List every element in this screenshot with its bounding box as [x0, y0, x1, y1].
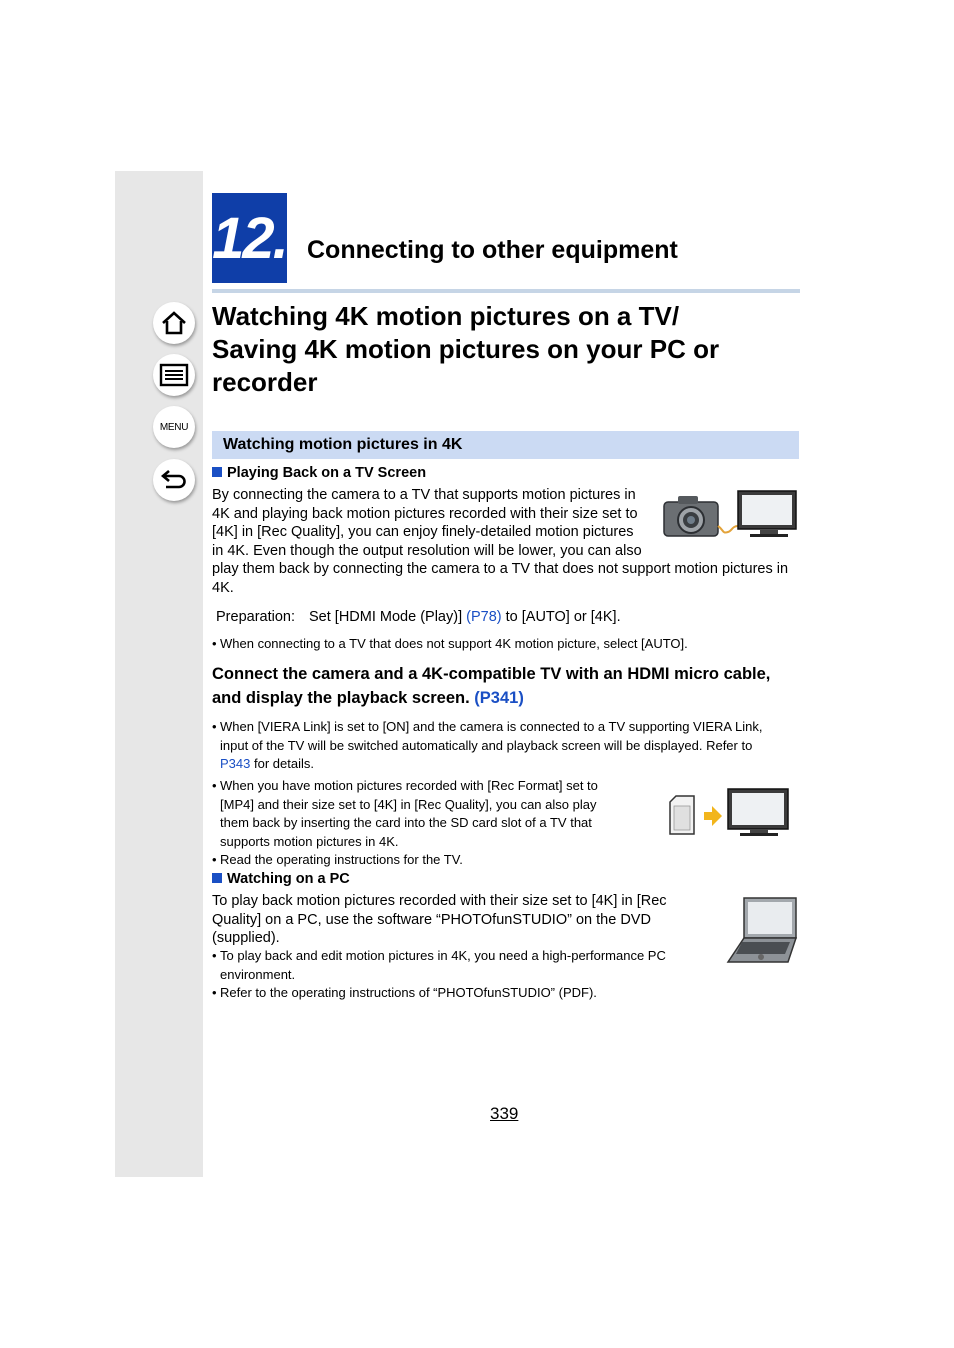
contents-button[interactable]: [153, 354, 195, 396]
preparation-line: [216, 608, 621, 627]
text-line: play them back by connecting the camera to a TV that does not support motion pictures in: [212, 561, 789, 577]
instruction-line: and display the playback screen.: [212, 689, 470, 707]
note-performance: • To play back and edit motion pictures in 4K, you need a high-performance PC environment.: [212, 947, 702, 984]
link-p341[interactable]: (P341): [474, 689, 524, 707]
note-auto-text: When connecting to a TV that does not support 4K motion picture, select [AUTO].: [220, 636, 688, 651]
note-read-tv: • Read the operating instructions for the TV.: [212, 851, 802, 870]
note-line: When [VIERA Link] is set to [ON] and the camera is connected to a TV supporting VIERA Link,: [220, 719, 763, 734]
note-line: environment.: [220, 966, 296, 982]
link-p78[interactable]: (P78): [466, 609, 502, 625]
square-bullet-icon: [212, 467, 222, 477]
page-title-line: Saving 4K motion pictures on your PC or: [212, 334, 720, 364]
list-icon: [159, 363, 189, 387]
page-title: [212, 300, 802, 399]
subheading-pc-label: Watching on a PC: [227, 871, 350, 887]
note-auto: • When connecting to a TV that does not support 4K motion picture, select [AUTO].: [212, 635, 802, 654]
square-bullet-icon: [212, 873, 222, 883]
link-p343[interactable]: P343: [220, 756, 251, 771]
home-icon: [160, 309, 188, 337]
preparation-label: Preparation:: [216, 609, 295, 625]
text-line: in 4K. Even though the output resolution will be lower, you can also: [212, 542, 642, 559]
note-viera: • When [VIERA Link] is set to [ON] and the camera is connected to a TV supporting VIERA Link, input of the TV will be switched automatically and playback screen will be displayed. Refer to P343 for details.: [212, 719, 763, 771]
note-line: supports motion pictures in 4K.: [220, 833, 399, 849]
text-line: 4K.: [212, 579, 234, 596]
note-line: Read the operating instructions for the TV.: [220, 852, 463, 867]
preparation-text: Set [HDMI Mode (Play)]: [309, 609, 463, 625]
instruction-step: [212, 662, 802, 710]
page-number: 339: [490, 1104, 519, 1123]
page-title-line: recorder: [212, 367, 318, 397]
preparation-tail: to [AUTO] or [4K].: [505, 609, 621, 625]
section-header: Watching motion pictures in 4K: [212, 431, 799, 459]
page-title-line: Watching 4K motion pictures on a TV/: [212, 301, 680, 331]
menu-label: MENU: [159, 421, 189, 433]
subheading-tv: [212, 465, 426, 481]
note-photofunstudio: • Refer to the operating instructions of “PHOTOfunSTUDIO” (PDF).: [212, 984, 802, 1003]
note-line: Refer to the operating instructions of “PHOTOfunSTUDIO” (PDF).: [220, 985, 597, 1000]
note-line: them back by inserting the card into the SD card slot of a TV that: [220, 815, 592, 830]
laptop-illustration: [726, 894, 800, 966]
home-button[interactable]: [153, 302, 195, 344]
text-line: 4K and playing back motion pictures recorded with their size set to: [212, 505, 638, 522]
note-line: When you have motion pictures recorded with [Rec Format] set to: [220, 778, 598, 793]
text-line: To play back motion pictures recorded with their size set to [4K] in [Rec: [212, 893, 667, 909]
menu-button[interactable]: [153, 406, 195, 448]
chapter-divider: [212, 289, 800, 293]
chapter-title: Connecting to other equipment: [307, 236, 678, 264]
note-line: [MP4] and their size set to [4K] in [Rec Quality], you can also play: [220, 796, 597, 812]
sdcard-tv-illustration: [666, 786, 792, 838]
back-button[interactable]: [153, 459, 195, 501]
note-line: for details.: [254, 756, 314, 771]
text-line: (supplied).: [212, 930, 280, 946]
subheading-tv-label: Playing Back on a TV Screen: [227, 465, 427, 481]
chapter-number: 12.: [212, 193, 287, 283]
text-line: By connecting the camera to a TV that supports motion pictures in: [212, 487, 636, 503]
return-icon: [160, 467, 188, 493]
text-line: [4K] in [Rec Quality], you can enjoy finely-detailed motion pictures: [212, 524, 634, 540]
note-line: input of the TV will be switched automatically and playback screen will be displayed. Refer to: [220, 737, 753, 753]
camera-tv-illustration: [660, 488, 800, 540]
instruction-line: Connect the camera and a 4K-compatible TV with an HDMI micro cable,: [212, 665, 771, 683]
note-mp4: • When you have motion pictures recorded with [Rec Format] set to [MP4] and their size set to [4K] in [Rec Quality], you can also play them back by inserting the card into the SD card slot of a TV that supports motion pictures in 4K.: [212, 777, 642, 851]
subheading-pc: [212, 871, 350, 887]
text-line: Quality] on a PC, use the software “PHOTOfunSTUDIO” on the DVD: [212, 911, 651, 928]
note-line: To play back and edit motion pictures in 4K, you need a high-performance PC: [220, 948, 666, 963]
pc-paragraph: [212, 892, 712, 948]
